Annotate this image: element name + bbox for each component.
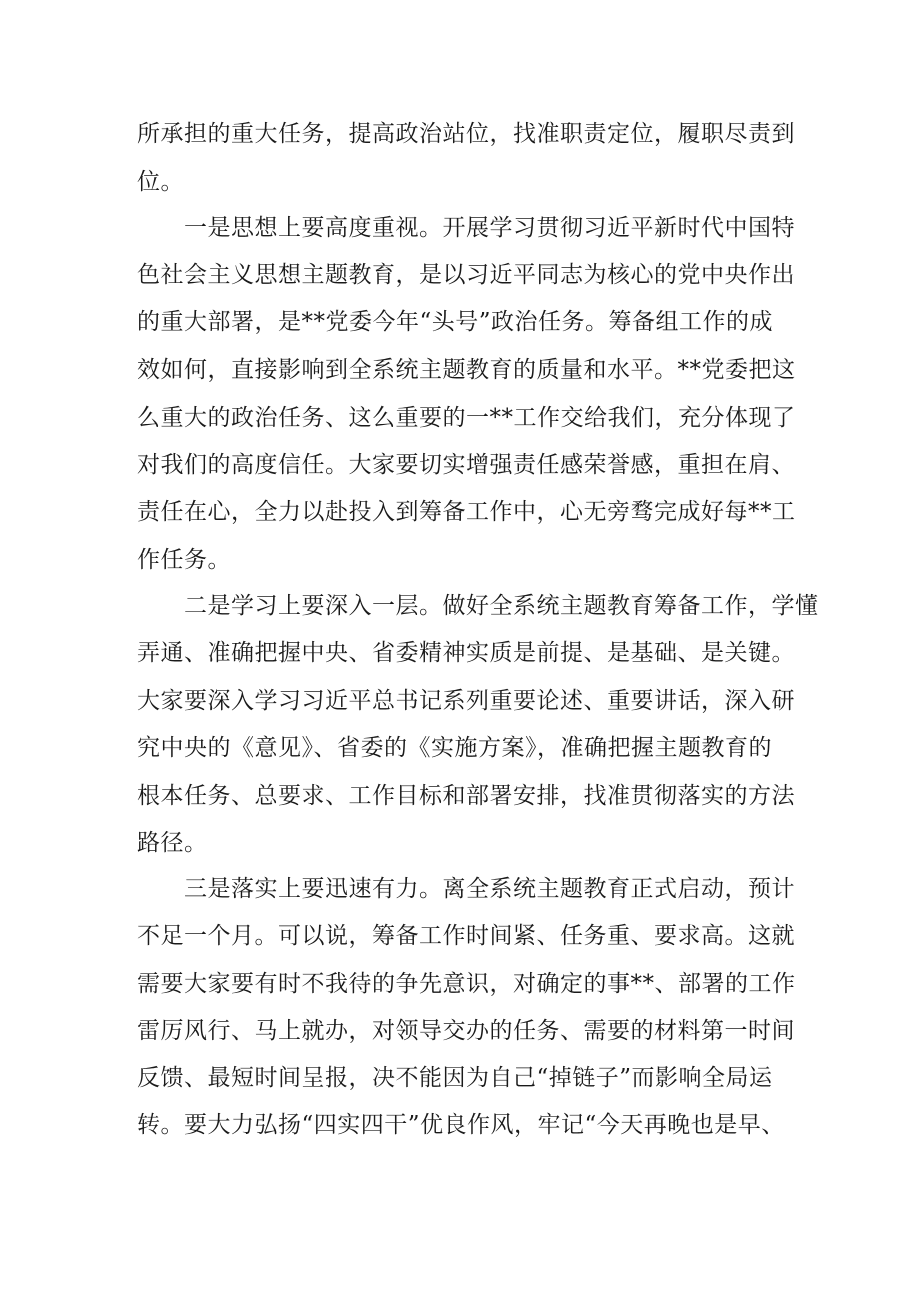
paragraph-4-line-6: 转。要大力弘扬“四实四干”优良作风，牢记“今天再晚也是早、 [137,1112,785,1138]
paragraph-3-line-3: 大家要深入学习习近平总书记系列重要论述、重要讲话，深入研 [137,688,795,714]
paragraph-3-line-2: 弄通、准确把握中央、省委精神实质是前提、是基础、是关键。 [137,640,795,666]
paragraph-3-line-5: 根本任务、总要求、工作目标和部署安排，找准贯彻落实的方法 [137,783,795,809]
paragraph-2-line-2: 色社会主义思想主题教育，是以习近平同志为核心的党中央作出 [137,262,795,288]
paragraph-4-line-2: 不足一个月。可以说，筹备工作时间紧、任务重、要求高。这就 [137,923,795,949]
paragraph-2-line-8: 作任务。 [137,547,231,573]
paragraph-2-line-1: 一是思想上要高度重视。开展学习贯彻习近平新时代中国特 [184,215,795,241]
paragraph-2-line-7: 责任在心，全力以赴投入到筹备工作中，心无旁骛完成好每**工 [137,499,796,525]
paragraph-4-line-5: 反馈、最短时间呈报，决不能因为自己“掉链子”而影响全局运 [137,1065,773,1091]
paragraph-2-line-5: 么重大的政治任务、这么重要的一**工作交给我们，充分体现了 [137,405,796,431]
paragraph-3-line-4: 究中央的《意见》、省委的《实施方案》，准确把握主题教育的 [137,735,772,761]
paragraph-4-line-3: 需要大家要有时不我待的争先意识，对确定的事**、部署的工作 [137,971,796,997]
paragraph-1-line-1: 所承担的重大任务，提高政治站位，找准职责定位，履职尽责到 [137,121,795,147]
paragraph-3-line-6: 路径。 [137,830,208,856]
paragraph-1-line-2: 位。 [137,169,184,195]
paragraph-2-line-4: 效如何，直接影响到全系统主题教育的质量和水平。**党委把这 [137,357,796,383]
paragraph-2-line-6: 对我们的高度信任。大家要切实增强责任感荣誉感，重担在肩、 [137,452,795,478]
paragraph-4-line-4: 雷厉风行、马上就办，对领导交办的任务、需要的材料第一时间 [137,1018,795,1044]
paragraph-2-line-3: 的重大部署，是**党委今年“头号”政治任务。筹备组工作的成 [137,309,774,335]
paragraph-3-line-1: 二是学习上要深入一层。做好全系统主题教育筹备工作，学懂 [184,593,819,619]
paragraph-4-line-1: 三是落实上要迅速有力。离全系统主题教育正式启动，预计 [184,876,795,902]
